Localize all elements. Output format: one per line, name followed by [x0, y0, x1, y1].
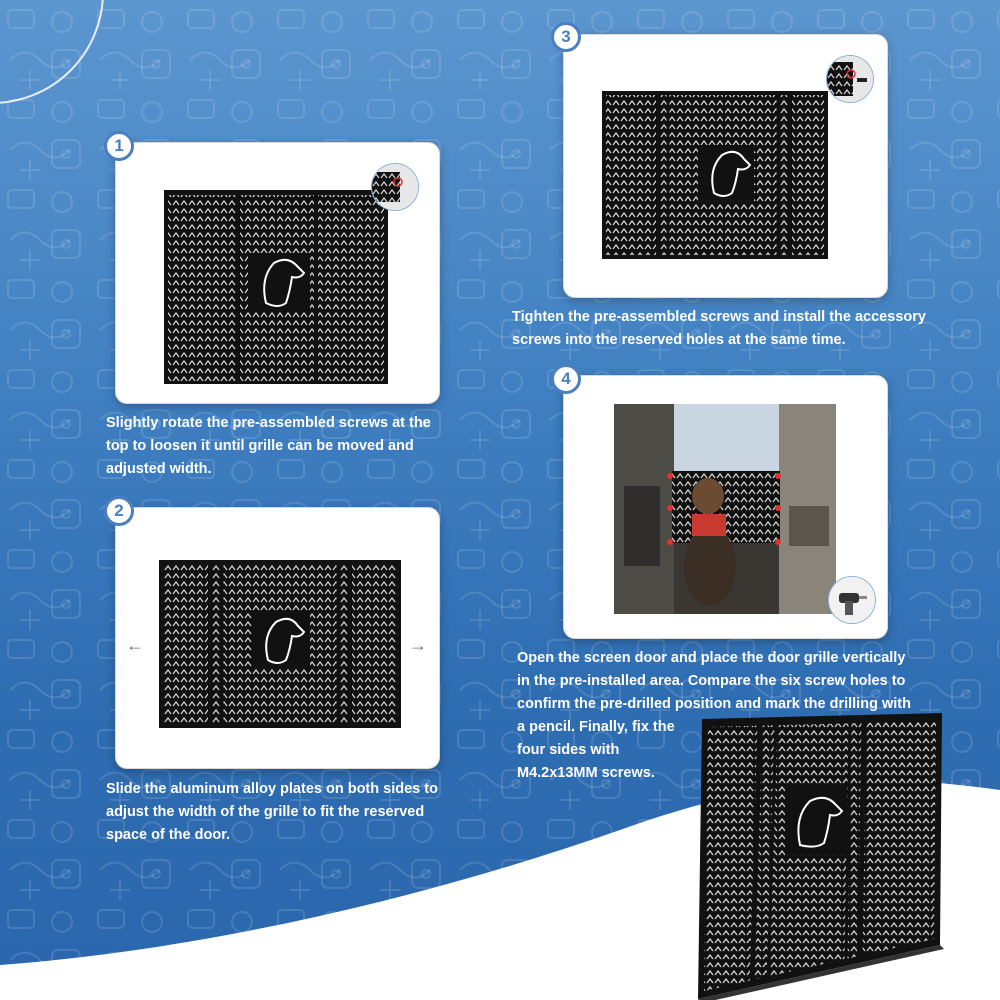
- step-1-badge: 1: [104, 131, 134, 161]
- arrow-right-icon: →: [409, 635, 427, 655]
- step-1-screw-zoom: [371, 163, 419, 211]
- step-4-card: [563, 375, 888, 639]
- step-4-line-4: a pencil. Finally, fix the: [517, 719, 675, 735]
- step-1-caption: Slightly rotate the pre-assembled screws at the top to loosen it until grille can be moved and adjusted width.: [106, 415, 431, 477]
- step-4-line-1: Open the screen door and place the door grille vertically: [517, 650, 906, 666]
- step-1-card: [115, 142, 440, 404]
- drill-icon: [828, 576, 876, 624]
- step-4-line-3: confirm the pre-drilled position and mark the drilling with: [517, 696, 911, 712]
- step-4-badge: 4: [551, 364, 581, 394]
- step-4-line-2: in the pre-installed area. Compare the six screw holes to: [517, 673, 906, 689]
- step-2-grille-image: [116, 508, 439, 768]
- step-2-caption: Slide the aluminum alloy plates on both sides to adjust the width of the grille to fit the reserved space of the door.: [106, 781, 438, 843]
- step-4-line-6: M4.2x13MM screws.: [517, 765, 655, 781]
- step-2-card: [115, 507, 440, 769]
- product-grille-image: [690, 705, 950, 1000]
- step-2-badge: 2: [104, 496, 134, 526]
- step-3-badge: 3: [551, 22, 581, 52]
- step-3-screw-zoom: [826, 55, 874, 103]
- step-3-card: [563, 34, 888, 298]
- step-3-caption: Tighten the pre-assembled screws and install the accessory screws into the reserved holes at the same time.: [512, 309, 926, 348]
- arrow-left-icon: ←: [126, 635, 144, 655]
- step-4-line-5: four sides with: [517, 742, 620, 758]
